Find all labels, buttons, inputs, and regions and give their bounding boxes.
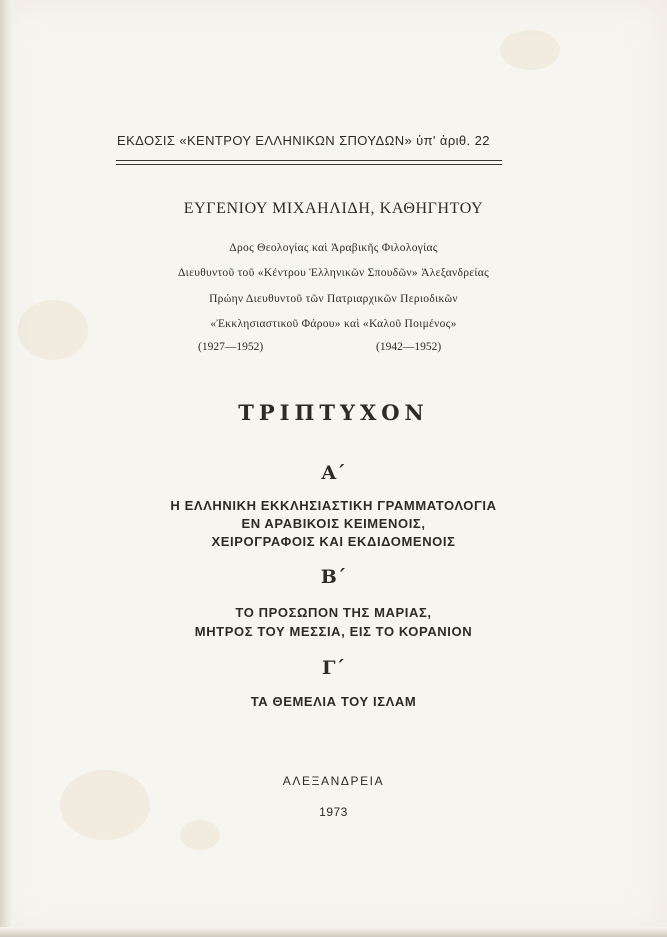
credential-line: Διευθυντοῦ τοῦ «Κέντρου Ἑλληνικῶν Σπουδῶν» Ἀλεξανδρείας bbox=[177, 267, 489, 279]
part-b-line: ΤΟ ΠΡΟΣΩΠΟΝ ΤΗΣ ΜΑΡΙΑΣ, bbox=[235, 605, 432, 620]
publication-place: ΑΛΕΞΑΝΔΡΕΙΑ bbox=[282, 774, 385, 788]
series-line: ΕΚΔΟΣΙΣ «ΚΕΝΤΡΟΥ ΕΛΛΗΝΙΚΩΝ ΣΠΟΥΔΩΝ» ὑπ' ἀριθ. 22 bbox=[117, 133, 490, 148]
series-rule-bottom bbox=[116, 164, 502, 165]
part-c-line: ΤΑ ΘΕΜΕΛΙΑ ΤΟΥ ΙΣΛΑΜ bbox=[250, 694, 417, 709]
part-a-line: ΧΕΙΡΟΓΡΑΦΟΙΣ ΚΑΙ ΕΚΔΙΔΟΜΕΝΟΙΣ bbox=[211, 534, 456, 549]
part-letter-a: Α΄ bbox=[321, 462, 346, 484]
credential-line: Πρώην Διευθυντοῦ τῶν Πατριαρχικῶν Περιοδικῶν bbox=[209, 293, 458, 305]
part-a-line: Η ΕΛΛΗΝΙΚΗ ΕΚΚΛΗΣΙΑΣΤΙΚΗ ΓΡΑΜΜΑΤΟΛΟΓΙΑ bbox=[170, 498, 497, 513]
part-letter-c: Γ΄ bbox=[322, 657, 345, 679]
part-b-line: ΜΗΤΡΟΣ ΤΟΥ ΜΕΣΣΙΑ, ΕΙΣ ΤΟ ΚΟΡΑΝΙΟΝ bbox=[194, 624, 473, 639]
paper-stain bbox=[500, 30, 560, 70]
credential-line: Δρος Θεολογίας καὶ Ἀραβικῆς Φιλολογίας bbox=[229, 242, 438, 254]
part-a-line: ΕΝ ΑΡΑΒΙΚΟΙΣ ΚΕΙΜΕΝΟΙΣ, bbox=[241, 516, 426, 531]
years-left: (1927—1952) bbox=[198, 341, 264, 353]
book-title: ΤΡΙΠΤΥΧΟΝ bbox=[238, 400, 429, 425]
cover-bottom-edge bbox=[0, 927, 667, 937]
years-right: (1942—1952) bbox=[376, 341, 442, 353]
credential-line: «Ἐκκλησιαστικοῦ Φάρου» καὶ «Καλοῦ Ποιμένος» bbox=[210, 318, 457, 330]
part-letter-b: Β΄ bbox=[320, 566, 347, 588]
series-rule-top bbox=[116, 160, 502, 161]
author-name: ΕΥΓΕΝΙΟΥ ΜΙΧΑΗΛΙΔΗ, ΚΑΘΗΓΗΤΟΥ bbox=[183, 200, 484, 217]
paper-stain bbox=[18, 300, 88, 360]
publication-year: 1973 bbox=[319, 805, 348, 819]
paper-stain bbox=[180, 820, 220, 850]
